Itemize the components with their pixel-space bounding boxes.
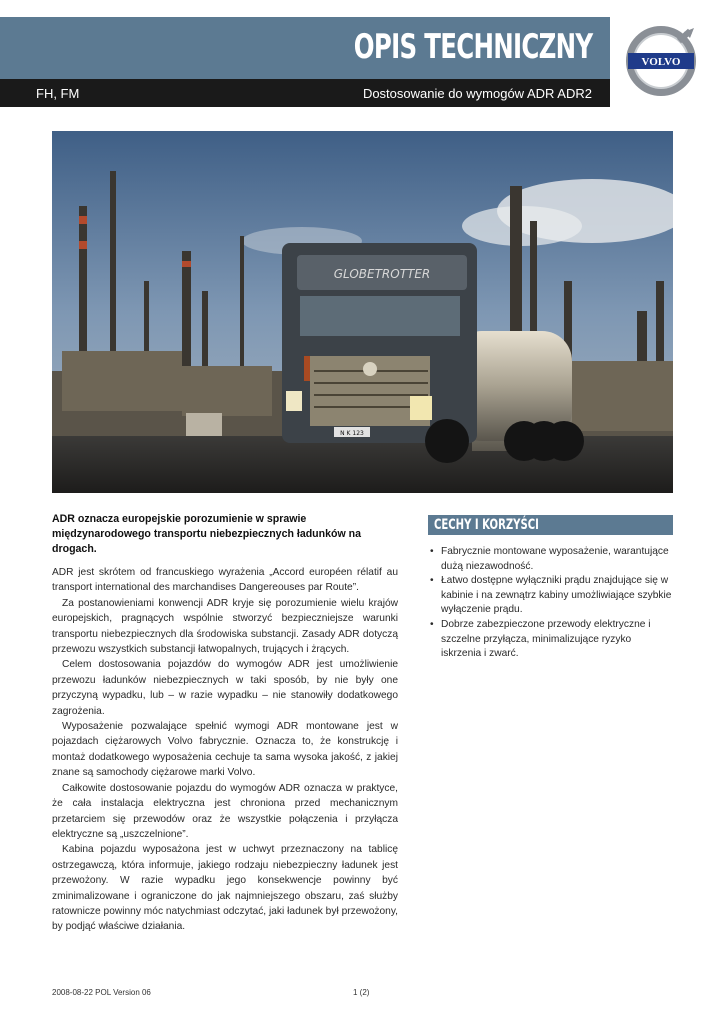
license-plate: N K 123: [340, 430, 364, 437]
version-label: 2008-08-22 POL Version 06: [52, 988, 151, 997]
document-title: Dostosowanie do wymogów ADR ADR2: [362, 86, 592, 101]
features-heading: CECHY I KORZYŚCI: [434, 517, 539, 533]
truck-globetrotter-label: GLOBETROTTER: [333, 267, 431, 281]
body-paragraph: Wyposażenie pozwalające spełnić wymogi ADR montowane jest w pojazdach ciężarowych Volvo fabrycznie. Oznacza to, że konstrukcję i montaż dodatkowego wyposażenia cechuje ta sama wysoka jakość, z jakiej znane są samochody ciężarowe marki Volvo.: [52, 721, 398, 779]
logo-text: VOLVO: [641, 56, 681, 68]
volvo-logo: [624, 24, 698, 98]
models-label: FH, FM: [36, 86, 80, 101]
features-heading-bar: [428, 515, 673, 535]
main-text-column: [52, 512, 398, 935]
body-paragraph: Za postanowieniami konwencji ADR kryje się porozumienie wielu krajów europejskich, pragnących wspólnie stworzyć bezpieczniejsze warunki transportu niebezpiecznych dla środowiska substancji. Zasady ADR dotyczą przewozu wszystkich substancji łatwopalnych, trujących i żrących.: [52, 597, 398, 656]
page-number: 1 (2): [353, 988, 370, 997]
features-column: [428, 515, 673, 662]
truck-refinery-photo: [52, 131, 673, 493]
body-paragraph: Celem dostosowania pojazdów do wymogów ADR jest umożliwienie przewozu ładunków niebezpiecznych w taki sposób, by nie były one przyczyną wypadku, lub – w razie wypadku – nie stanowiły dodatkowego zagrożenia.: [52, 659, 398, 717]
document-type-title: OPIS TECHNICZNY: [353, 27, 592, 67]
feature-item: • Łatwo dostępne wyłączniki prądu znajdujące się w kabinie i na zewnątrz kabiny umożliwiające szybkie wyłączenie prądu.: [428, 574, 673, 618]
subheader-bar: [0, 79, 610, 107]
feature-item: • Dobrze zabezpieczone przewody elektryczne i szczelne przyłącza, minimalizujące ryzyko iskrzenia i zwarć.: [428, 618, 673, 662]
features-list: [428, 545, 673, 662]
header-band: [0, 17, 610, 79]
body-paragraph: ADR jest skrótem od francuskiego wyrażenia „Accord européen rélatif au transport international des marchandises Dangereouses par Route”.: [52, 567, 398, 594]
body-paragraph: Całkowite dostosowanie pojazdu do wymogów ADR oznacza w praktyce, że cała instalacja elektryczna jest chroniona przed mechanicznym przetarciem się przewodów oraz że wszystkie połączenia i przyłącza elektryczne są „uszczelnione”.: [52, 782, 398, 840]
feature-item: • Fabrycznie montowane wyposażenie, warantujące dużą niezawodność.: [428, 545, 673, 574]
body-paragraph: Kabina pojazdu wyposażona jest w uchwyt przeznaczony na tablicę ostrzegawczą, która informuje, jakiego rodzaju niebezpieczny ładunek jest przewożony. W razie wypadku jego konsekwencje powinny być zminimalizowane i ograniczone do jak najmniejszego obszaru, zaś służby ratownicze powinny móc natychmiast odczytać, jaki ładunek był przewożony, by podjąć właściwe działania.: [52, 844, 398, 933]
lead-paragraph: ADR oznacza europejskie porozumienie w sprawie międzynarodowego transportu niebezpiecznych ładunków na drogach.: [52, 513, 362, 555]
